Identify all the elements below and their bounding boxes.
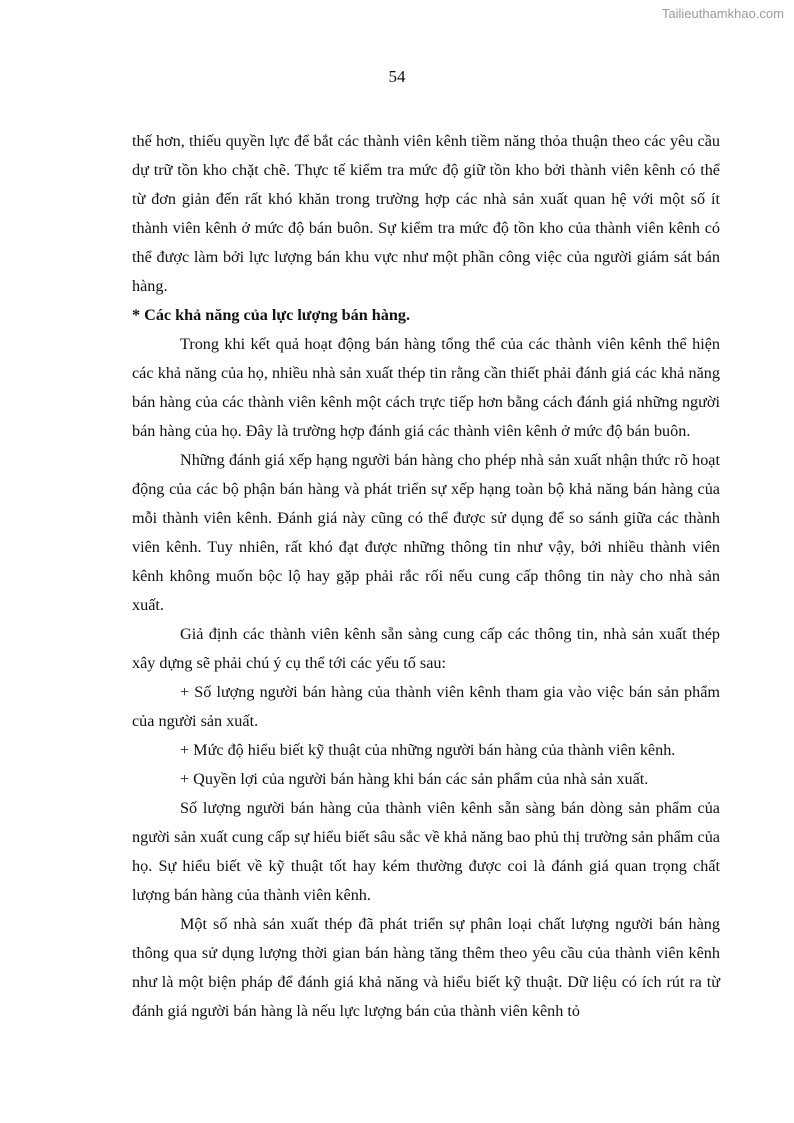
section-heading: * Các khả năng của lực lượng bán hàng.: [132, 306, 411, 324]
paragraph-1: thế hơn, thiếu quyền lực để bắt các thành viên kênh tiềm năng thỏa thuận theo các yêu cầu dự trữ tồn kho chặt chẽ. Thực tế kiểm tra mức độ giữ tồn kho bởi thành viên kênh có thể từ đơn giản đến rất khó khăn trong trường hợp các nhà sản xuất quan hệ với một số ít thành viên kênh ở mức độ bán buôn. Sự kiểm tra mức độ tồn kho của thành viên kênh có thể được làm bởi lực lượng bán khu vực như một phần công việc của người giám sát bán hàng.: [132, 132, 720, 295]
bullet-item-2: + Mức độ hiểu biết kỹ thuật của những người bán hàng của thành viên kênh.: [180, 741, 676, 759]
paragraph-4: Giả định các thành viên kênh sẵn sàng cung cấp các thông tin, nhà sản xuất thép xây dựng sẽ phải chú ý cụ thể tới các yếu tố sau:: [132, 625, 720, 672]
bullet-item-1: + Số lượng người bán hàng của thành viên kênh tham gia vào việc bán sản phẩm của người sản xuất.: [132, 683, 720, 730]
paragraph-2: Trong khi kết quả hoạt động bán hàng tổng thể của các thành viên kênh thể hiện các khả năng của họ, nhiều nhà sản xuất thép tin rằng cần thiết phải đánh giá các khả năng bán hàng của các thành viên kênh một cách trực tiếp hơn bằng cách đánh giá những người bán hàng của họ. Đây là trường hợp đánh giá các thành viên kênh ở mức độ bán buôn.: [132, 335, 720, 440]
paragraph-5: Số lượng người bán hàng của thành viên kênh sẵn sàng bán dòng sản phẩm của người sản xuất cung cấp sự hiểu biết sâu sắc về khả năng bao phủ thị trường sản phẩm của họ. Sự hiểu biết về kỹ thuật tốt hay kém thường được coi là đánh giá quan trọng chất lượng bán hàng của thành viên kênh.: [132, 799, 720, 904]
paragraph-3: Những đánh giá xếp hạng người bán hàng cho phép nhà sản xuất nhận thức rõ hoạt động của các bộ phận bán hàng và phát triển sự xếp hạng toàn bộ khả năng bán hàng của mỗi thành viên kênh. Đánh giá này cũng có thể được sử dụng để so sánh giữa các thành viên kênh. Tuy nhiên, rất khó đạt được những thông tin như vậy, bởi nhiều thành viên kênh không muốn bộc lộ hay gặp phải rắc rối nếu cung cấp thông tin này cho nhà sản xuất.: [132, 451, 720, 614]
watermark: Tailieuthamkhao.com: [661, 6, 784, 21]
page-content: [132, 127, 720, 1026]
bullet-item-3: + Quyền lợi của người bán hàng khi bán các sản phẩm của nhà sản xuất.: [180, 770, 649, 788]
paragraph-6: Một số nhà sản xuất thép đã phát triển sự phân loại chất lượng người bán hàng thông qua sử dụng lượng thời gian bán hàng tăng thêm theo yêu cầu của thành viên kênh như là một biện pháp để đánh giá khả năng và hiểu biết kỹ thuật. Dữ liệu có ích rút ra từ đánh giá người bán hàng là nếu lực lượng bán của thành viên kênh tỏ: [132, 915, 720, 1020]
page-number: 54: [388, 67, 406, 86]
